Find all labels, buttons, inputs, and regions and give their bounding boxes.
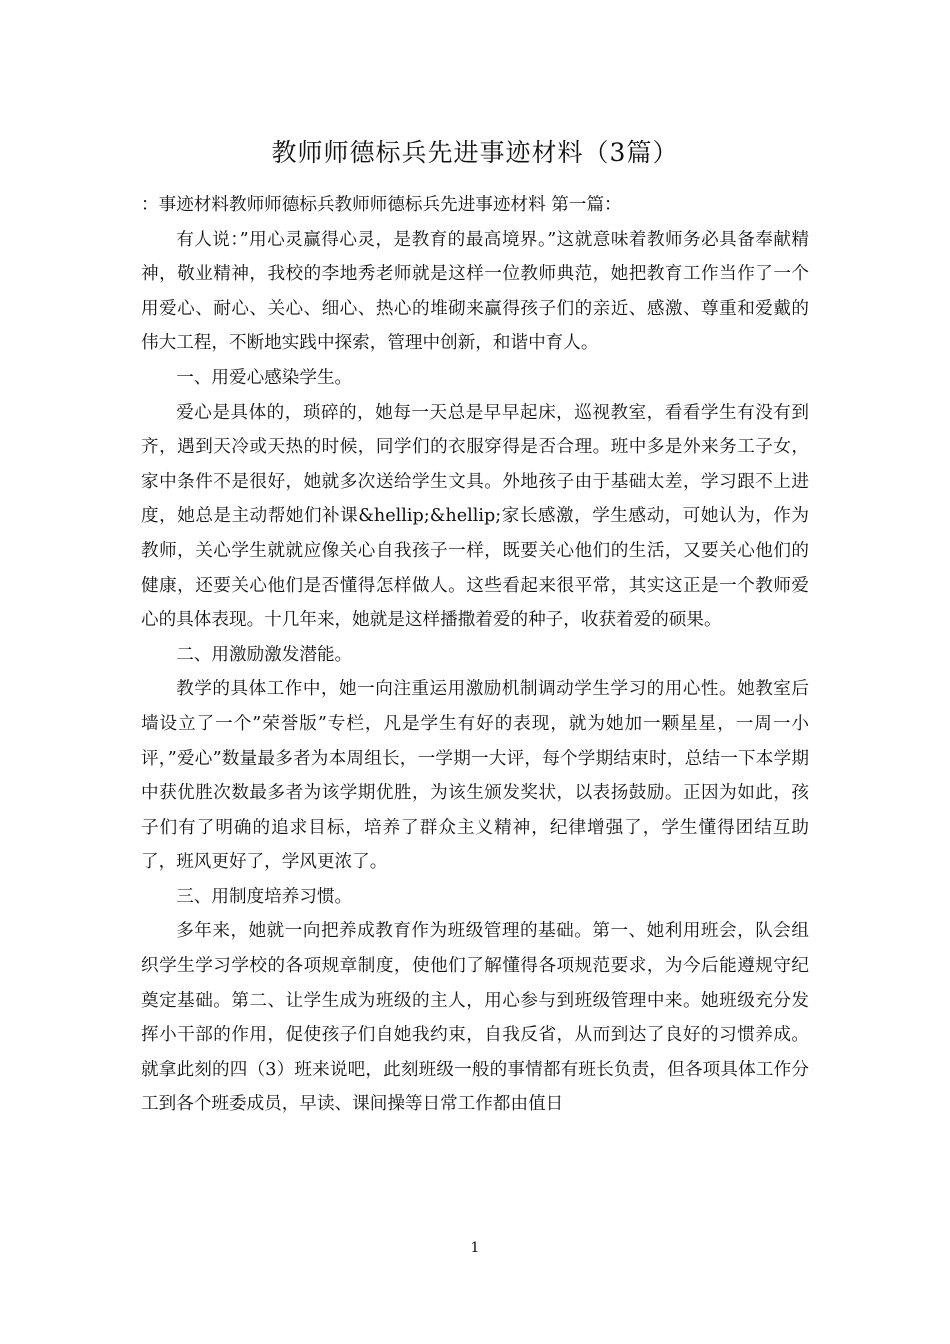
document-title: 教师师德标兵先进事迹材料（3篇） xyxy=(271,138,679,167)
paragraph-section-1: 爱心是具体的，琐碎的，她每一天总是早早起床，巡视教室，看看学生有没有到齐，遇到天冷或天热的时候，同学们的衣服穿得是否合理。班中多是外来务工子女，家中条件不是很好，她就多次送给学生文具。外地孩子由于基础太差，学习跟不上进度，她总是主动帮她们补课&hellip;&hellip;家长感激，学生感动，可她认为，作为教师，关心学生就就应像关心自我孩子一样，既要关心他们的生活，又要关心他们的健康，还要关心他们是否懂得怎样做人。这些看起来很平常，其实这正是一个教师爱心的具体表现。十几年来，她就是这样播撒着爱的种子，收获着爱的硕果。 xyxy=(141,402,809,631)
paragraph-intro: 有人说：”用心灵赢得心灵，是教育的最高境界。”这就意味着教师务必具备奉献精神，敬业精神，我校的李地秀老师就是这样一位教师典范，她把教育工作当作了一个用爱心、耐心、关心、细心、热心的堆砌来赢得孩子们的亲近、感激、尊重和爱戴的伟大工程，不断地实践中探索，管理中创新，和谐中育人。 xyxy=(141,229,809,354)
section-heading-3: 三、用制度培养习惯。 xyxy=(176,886,353,907)
paragraph-section-2: 教学的具体工作中，她一向注重运用激励机制调动学生学习的用心性。她教室后墙设立了一个”荣誉版”专栏，凡是学生有好的表现，就为她加一颗星星，一周一小评，”爱心”数量最多者为本周组长，一学期一大评，每个学期结束时，总结一下本学期中获优胜次数最多者为该学期优胜，为该生颁发奖状，以表扬鼓励。正因为如此，孩子们有了明确的追求目标，培养了群众主义精神，纪律增强了，学生懂得团结互助了，班风更好了，学风更浓了。 xyxy=(141,679,809,873)
section-heading-2: 二、用激励激发潜能。 xyxy=(176,644,353,665)
paragraph-section-3: 多年来，她就一向把养成教育作为班级管理的基础。第一、她利用班会，队会组织学生学习学校的各项规章制度，使他们了解懂得各项规范要求，为今后能遵规守纪奠定基础。第二、让学生成为班级的主人，用心参与到班级管理中来。她班级充分发挥小干部的作用，促使孩子们自她我约束，自我反省，从而到达了良好的习惯养成。就拿此刻的四（3）班来说吧，此刻班级一般的事情都有班长负责，但各项具体工作分工到各个班委成员，早读、课间操等日常工作都由值日 xyxy=(141,921,809,1115)
lead-line: ：事迹材料教师师德标兵教师师德标兵先进事迹材料 第一篇： xyxy=(141,195,622,215)
page-number: 1 xyxy=(470,1240,480,1256)
document-body xyxy=(141,188,809,1122)
section-heading-1: 一、用爱心感染学生。 xyxy=(176,367,353,388)
